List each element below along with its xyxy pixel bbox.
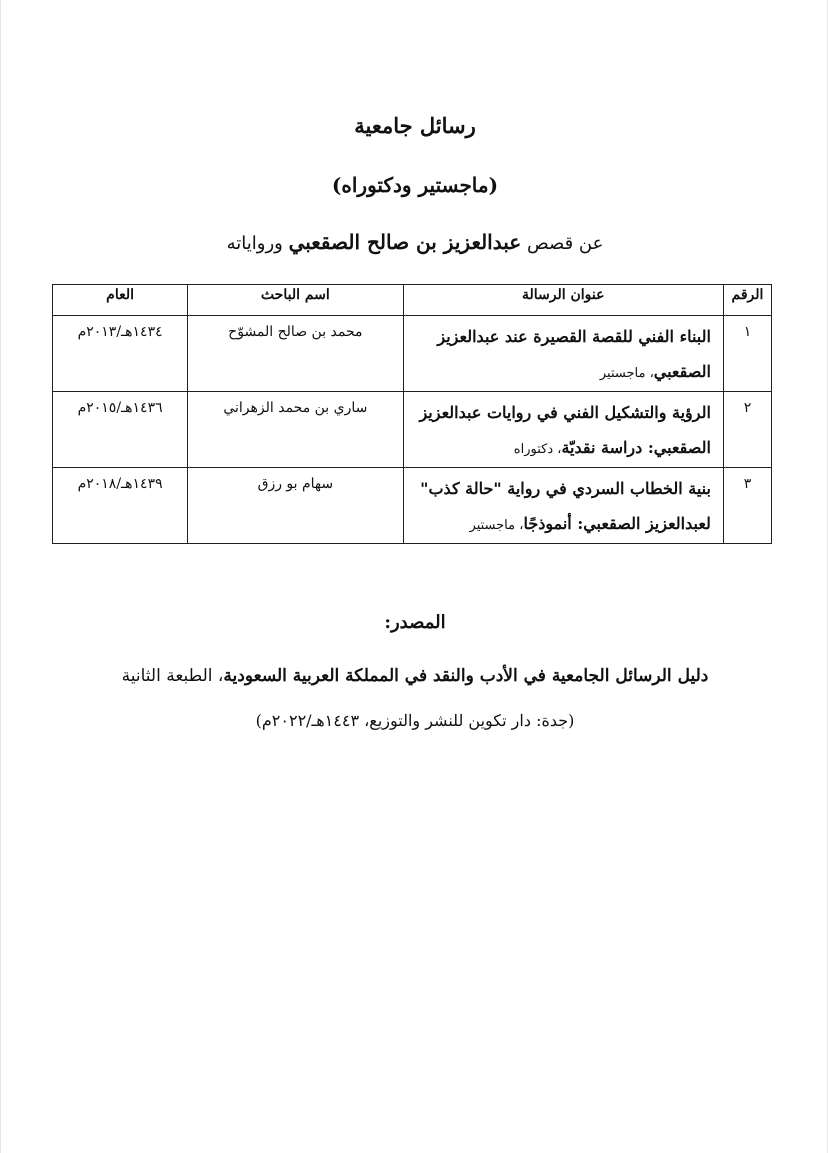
row-number: ٣ <box>723 468 771 544</box>
source-edition: ، الطبعة الثانية <box>121 666 224 686</box>
row-researcher: ساري بن محمد الزهراني <box>188 392 403 468</box>
page-subtitle: (ماجستير ودكتوراه) <box>331 173 499 197</box>
thesis-degree: ، دكتوراه <box>513 442 562 457</box>
row-researcher: سهام بو رزق <box>188 468 403 544</box>
row-year: ١٤٣٤هـ/٢٠١٣م <box>53 316 188 392</box>
table-header-row <box>53 285 772 316</box>
row-year: ١٤٣٩هـ/٢٠١٨م <box>53 468 188 544</box>
source-publisher: (جدة: دار تكوين للنشر والتوزيع، ١٤٤٣هـ/٢٠٢٢م) <box>255 711 575 730</box>
source-citation <box>1 666 828 686</box>
page-title: رسائل جامعية <box>354 113 476 138</box>
header-number: الرقم <box>723 285 771 316</box>
thesis-title: البناء الفني للقصة القصيرة عند عبدالعزيز الصقعبي <box>437 327 711 381</box>
row-researcher: محمد بن صالح المشوّح <box>188 316 403 392</box>
row-title-cell <box>403 316 723 392</box>
intro-prefix: عن قصص <box>521 233 604 254</box>
source-label: المصدر: <box>384 612 446 633</box>
row-year: ١٤٣٦هـ/٢٠١٥م <box>53 392 188 468</box>
row-number: ١ <box>723 316 771 392</box>
thesis-degree: ، ماجستير <box>599 366 654 381</box>
header-title: عنوان الرسالة <box>403 285 723 316</box>
table-row <box>53 468 772 544</box>
thesis-degree: ، ماجستير <box>469 518 524 533</box>
theses-table <box>52 284 772 544</box>
header-year: العام <box>53 285 188 316</box>
row-title-cell <box>403 468 723 544</box>
thesis-title: بنية الخطاب السردي في رواية "حالة كذب" لعبدالعزيز الصقعبي: أنموذجًا <box>420 479 711 533</box>
row-number: ٢ <box>723 392 771 468</box>
row-title-cell <box>403 392 723 468</box>
intro-line <box>1 230 828 254</box>
intro-suffix: ورواياته <box>226 233 289 254</box>
thesis-title: الرؤية والتشكيل الفني في روايات عبدالعزيز الصقعبي: دراسة نقديّة <box>419 403 711 457</box>
table-row <box>53 392 772 468</box>
intro-author-name: عبدالعزيز بن صالح الصقعبي <box>288 230 522 254</box>
table-row <box>53 316 772 392</box>
header-researcher: اسم الباحث <box>188 285 403 316</box>
source-book-title: دليل الرسائل الجامعية في الأدب والنقد في المملكة العربية السعودية <box>223 666 709 686</box>
